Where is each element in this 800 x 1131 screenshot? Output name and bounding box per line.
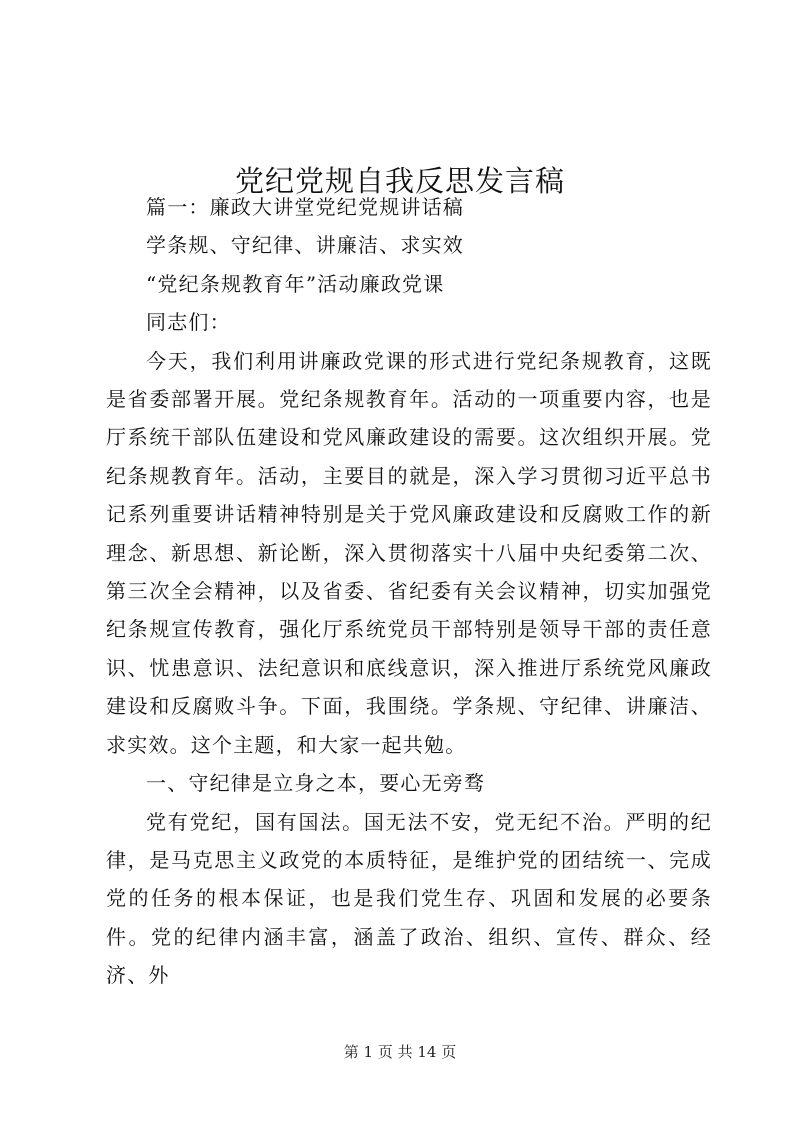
- section-heading: 篇一：廉政大讲堂党纪党规讲话稿: [146, 195, 464, 219]
- document-title: 党纪党规自我反思发言稿: [234, 164, 565, 199]
- subsection-heading: 一、守纪律是立身之本，要心无旁骛: [146, 771, 486, 796]
- salutation: 同志们：: [146, 310, 231, 335]
- speech-title: 学条规、守纪律、讲廉洁、求实效: [146, 233, 464, 258]
- speech-subtitle: “党纪条规教育年”活动廉政党课: [146, 271, 445, 296]
- document-body: [106, 188, 712, 995]
- page-number: 第 1 页 共 14 页: [343, 1043, 457, 1061]
- body-paragraph: 今天，我们利用讲廉政党课的形式进行党纪条规教育，这既是省委部署开展。党纪条规教育年。活动的一项重要内容，也是厅系统干部队伍建设和党风廉政建设的需要。这次组织开展。党纪条规教育年。活动，主要目的就是，深入学习贯彻习近平总书记系列重要讲话精神特别是关于党风廉政建设和反腐败工作的新理念、新思想、新论断，深入贯彻落实十八届中央纪委第二次、第三次全会精神，以及省委、省纪委有关会议精神，切实加强党纪条规宣传教育，强化厅系统党员干部特别是领导干部的责任意识、忧患意识、法纪意识和底线意识，深入推进厅系统党风廉政建设和反腐败斗争。下面，我围绕。学条规、守纪律、讲廉洁、求实效。这个主题，和大家一起共勉。: [106, 348, 712, 757]
- body-paragraph: 党有党纪，国有国法。国无法不安，党无纪不治。严明的纪律，是马克思主义政党的本质特征，是维护党的团结统一、完成党的任务的根本保证，也是我们党生存、巩固和发展的必要条件。党的纪律内涵丰富，涵盖了政治、组织、宣传、群众、经济、外: [106, 809, 712, 988]
